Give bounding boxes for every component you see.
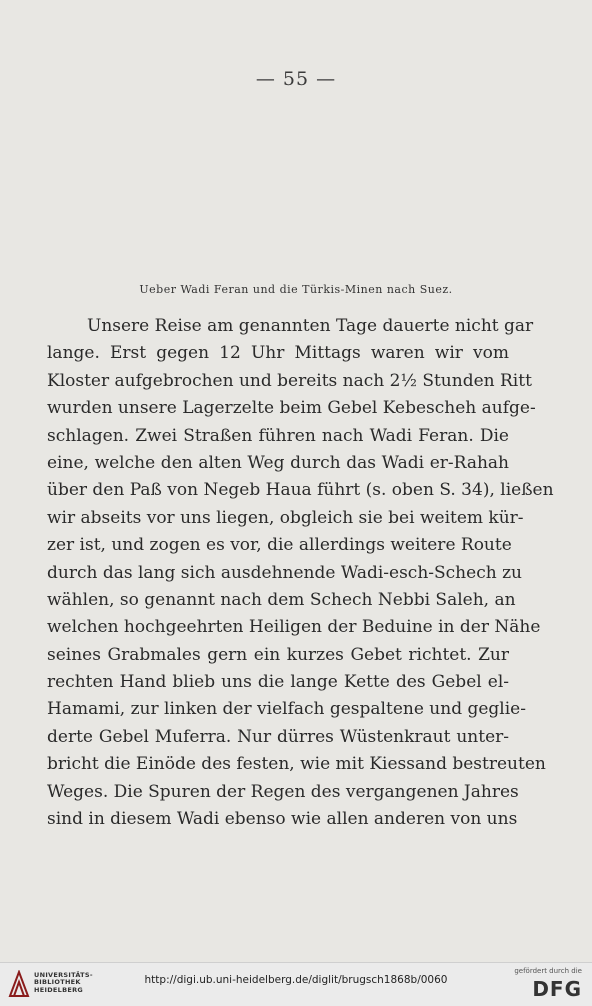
text-line: schlagen. Zwei Straßen führen nach Wadi Feran. Die	[47, 425, 509, 446]
chapter-heading: Ueber Wadi Feran und die Türkis-Minen nach Suez.	[139, 283, 453, 296]
text-line: wir abseits vor uns liegen, obgleich sie bei weitem kür-	[47, 507, 524, 528]
text-line: zer ist, und zogen es vor, die allerdings weitere Route	[47, 535, 512, 556]
text-line: durch das lang sich ausdehnende Wadi-esch-Schech zu	[47, 562, 522, 583]
text-line: rechten Hand blieb uns die lange Kette des Gebel el-	[47, 672, 509, 693]
text-line: bricht die Einöde des festen, wie mit Kiessand bestreuten	[47, 754, 546, 775]
text-line: Hamami, zur linken der vielfach gespaltene und geglie-	[47, 699, 526, 720]
text-line: Weges. Die Spuren der Regen des vergangenen Jahres	[47, 781, 519, 802]
text-line: Kloster aufgebrochen und bereits nach 2½ Stunden Ritt	[47, 370, 532, 391]
dfg-logo: DFG	[532, 977, 582, 1001]
text-line: wählen, so genannt nach dem Schech Nebbi Saleh, an	[47, 589, 516, 610]
institution-name: UNIVERSITÄTS- BIBLIOTHEK HEIDELBERG	[34, 971, 93, 994]
text-line: eine, welche den alten Weg durch das Wadi er-Rahah	[47, 452, 509, 473]
text-line: seines Grabmales gern ein kurzes Gebet richtet. Zur	[47, 644, 509, 665]
text-line: Unsere Reise am genannten Tage dauerte nicht gar	[87, 316, 534, 336]
text-line: derte Gebel Muferra. Nur dürres Wüstenkraut unter-	[47, 726, 509, 747]
text-line: sind in diesem Wadi ebenso wie allen anderen von uns	[47, 809, 518, 830]
body-text	[47, 313, 554, 833]
text-line: über den Paß von Negeb Haua führt (s. oben S. 34), ließen	[47, 480, 554, 501]
text-line: lange. Erst gegen 12 Uhr Mittags waren wir vom	[47, 343, 509, 364]
text-line: wurden unsere Lagerzelte beim Gebel Kebescheh aufge-	[47, 398, 536, 419]
page-number: — 55 —	[255, 68, 337, 90]
footer-bar	[0, 962, 592, 1006]
sponsor-label: gefördert durch die	[514, 967, 582, 975]
text-line: welchen hochgeehrten Heiligen der Beduine in der Nähe	[47, 617, 541, 638]
page-url-link[interactable]: http://digi.ub.uni-heidelberg.de/diglit/brugsch1868b/0060	[144, 974, 448, 986]
